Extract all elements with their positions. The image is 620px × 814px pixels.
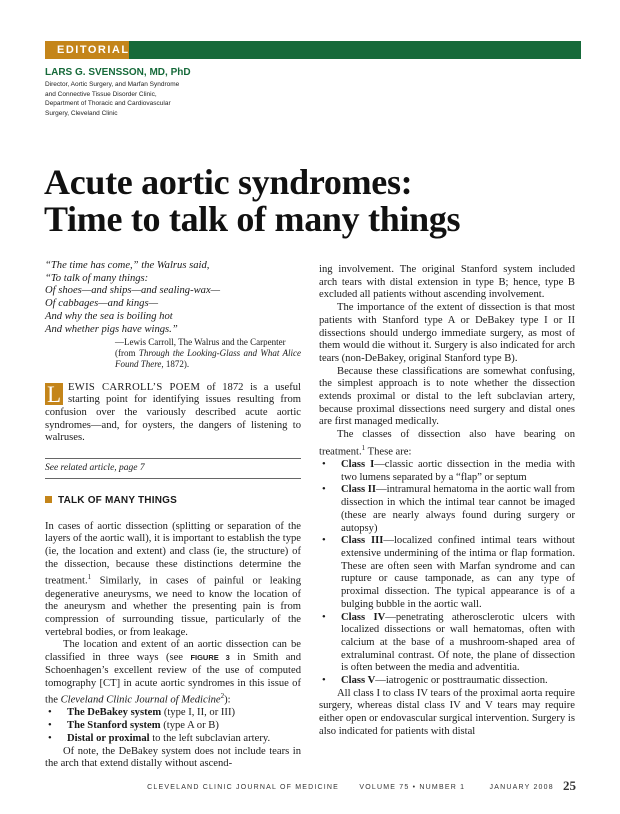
author-name: LARS G. SVENSSON, MD, PhD	[45, 67, 191, 78]
list-item: • The DeBakey system (type I, II, or III)	[45, 707, 301, 720]
drop-cap: L	[46, 381, 62, 407]
poem-line: Of shoes—and ships—and sealing-wax—	[45, 285, 221, 297]
section-banner	[45, 41, 581, 59]
page-number: 25	[563, 778, 576, 793]
reference-superscript[interactable]: 1	[87, 573, 92, 582]
reference-superscript[interactable]: 2	[220, 692, 225, 701]
list-item: • Class IV—penetrating atherosclerotic ulcers with localized dissections or wall hematomas, often with calcium at the base of a mushroom-shaped area of extraluminal contrast. Of note, the plane of dissection is often between the media and adventitia.	[319, 612, 575, 676]
affiliation-line: Department of Thoracic and Cardiovascular	[45, 100, 171, 107]
article-title	[44, 164, 460, 238]
author-affiliation	[45, 80, 245, 118]
poem-line: And whether pigs have wings.”	[45, 323, 178, 335]
body-paragraph: Because these classifications are somewhat confusing, the simplest approach is to note whether the dissection extends proximal or distal to the left subclavian artery, because proximal dissections need surgery and distal ones are first managed medically.	[319, 365, 575, 428]
attribution-author: —Lewis Carroll, The Walrus and the Carpenter	[115, 337, 286, 348]
right-column	[319, 264, 575, 739]
reference-superscript[interactable]: 1	[361, 443, 366, 452]
journal-name: Cleveland Clinic Journal of Medicine	[60, 694, 221, 706]
poem-attribution	[115, 337, 301, 369]
poem-line: “To talk of many things:	[45, 272, 149, 284]
body-paragraph: The location and extent of an aortic dissection can be classified in three ways (see FIGURE 3 in Smith and Schoenhagen’s excellent review of the use of computed tomography [CT] in acute aortic syndromes in this issue of the Cleveland Clinic Journal of Medicine$^2$):	[45, 639, 301, 706]
poem-line: “The time has come,” the Walrus said,	[45, 260, 210, 271]
title-line-1: Acute aortic syndromes:	[44, 162, 413, 202]
footer-volume: VOLUME 75 • NUMBER 1	[359, 784, 466, 791]
left-column	[45, 260, 301, 771]
body-paragraph: ing involvement. The original Stanford system included arch tears with distal extension in type B; hence, type B excluded all patients without ascending involvement.	[319, 264, 575, 301]
poem-line: Of cabbages—and kings—	[45, 298, 158, 310]
poem-line: And why the sea is boiling hot	[45, 310, 173, 322]
body-paragraph: All class I to class IV tears of the proximal aorta require surgery, whereas distal class IV and V tears may require either open or endovascular surgical intervention. Surgery is also indicated for patients with distal	[319, 687, 575, 737]
footer-date: JANUARY 2008	[489, 784, 554, 791]
section-label: EDITORIAL	[45, 41, 129, 59]
classification-list	[45, 707, 301, 745]
epigraph-poem	[45, 260, 301, 336]
body-paragraph: The importance of the extent of dissection is that most patients with Stanford type A or DeBakey type I or II dissections should undergo immediate surgery, as most of them would die without it. Surgery is also indicated for arch tears (non-DeBakey, original Stanford type B).	[319, 302, 575, 364]
section-heading	[45, 495, 301, 508]
title-line-2: Time to talk of many things	[44, 199, 461, 239]
body-paragraph: In cases of aortic dissection (splitting or separation of the layers of the aortic wall), it is important to establish the type (ie, the location and extent) and class (ie, the structure) of the dissection, because these distinctions determine the treatment.$^1$ Similarly, in cases of painful or leaking degenerative aneurysms, we need to know the location of the aneurysm and whether the presenting pain is from compression of surrounding tissue, particularly of the vertebral bodies, or from leakage.	[45, 520, 301, 638]
list-item: • The Stanford system (type A or B)	[45, 720, 301, 733]
square-bullet-icon	[45, 496, 52, 503]
related-article-link[interactable]: See related article, page 7	[45, 458, 301, 479]
affiliation-line: Director, Aortic Surgery, and Marfan Syndrome	[45, 81, 180, 88]
affiliation-line: and Connective Tissue Disorder Clinic,	[45, 90, 157, 98]
page-footer	[0, 778, 576, 794]
dissection-class-list	[319, 459, 575, 688]
list-item: • Class I—classic aortic dissection in the media with two lumens separated by a “flap” or septum	[319, 459, 575, 484]
body-paragraph: The classes of dissection also have bearing on treatment.$^1$ These are:	[319, 429, 575, 458]
list-item: • Distal or proximal to the left subclavian artery.	[45, 733, 301, 746]
intro-text: of 1872 is a useful starting point for identifying issues resulting from confusion over the variously described acute aortic syndromes—and, for oysters, the dangers of listening to walruses.	[45, 381, 301, 444]
intro-smallcaps: EWIS CARROLL’S POEM	[68, 381, 201, 393]
intro-paragraph	[45, 382, 301, 446]
figure-reference[interactable]: FIGURE 3	[190, 653, 230, 663]
attribution-book-title: Through the Looking-Glass and What Alice Found There	[115, 348, 301, 369]
list-item: • Class V—iatrogenic or posttraumatic dissection.	[319, 675, 575, 688]
attribution-source: (from Through the Looking-Glass and What Alice Found There, 1872).	[115, 348, 301, 369]
body-paragraph: Of note, the DeBakey system does not include tears in the arch that extend distally without ascend-	[45, 745, 301, 770]
footer-journal: CLEVELAND CLINIC JOURNAL OF MEDICINE	[147, 784, 340, 791]
list-item: • Class II—intramural hematoma in the aortic wall from dissection in which the intimal tear cannot be imaged (these are nearly always found during surgery or autopsy)	[319, 484, 575, 535]
section-heading-text: TALK OF MANY THINGS	[58, 494, 177, 506]
list-item: • Class III—localized confined intimal tears without extensive undermining of the intima or flap formation. These are often seen with Marfan syndrome and can rupture or cause tamponade, as can any type of proximal dissection. The typical appearance is of a bulging bubble in the aortic wall.	[319, 535, 575, 611]
affiliation-line: Surgery, Cleveland Clinic	[45, 109, 118, 117]
